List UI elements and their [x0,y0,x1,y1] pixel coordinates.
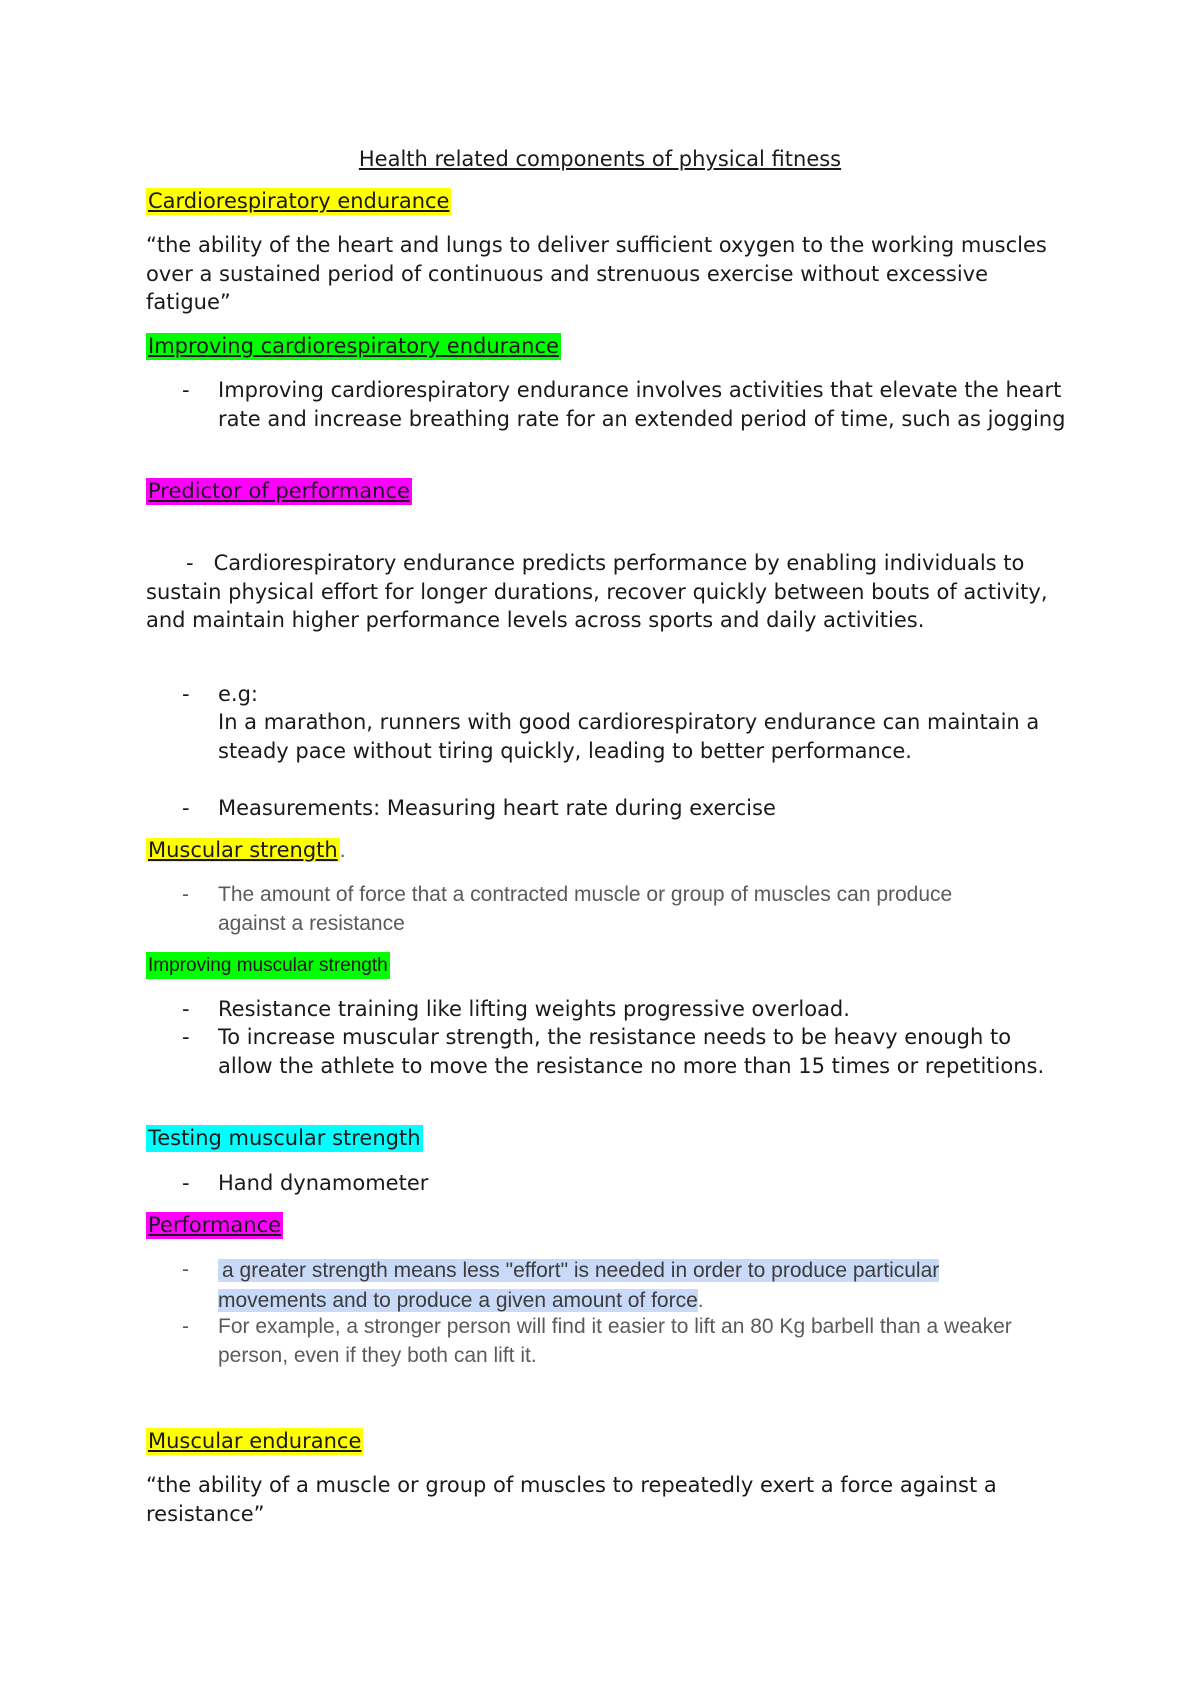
page-title: Health related components of physical fitness [358,147,842,171]
bullet-marker: - [182,997,190,1021]
predictor-text [146,549,1066,635]
bullet-marker: - [182,1025,190,1049]
bullet-marker: - [182,682,190,706]
bullet-marker: - [182,883,189,906]
bullet-marker: - [186,551,194,575]
muscular-strength-heading-line [146,837,346,864]
heading-performance: Performance [148,1213,282,1237]
predictor-bullet-text: Cardiorespiratory endurance predicts performance by enabling individuals to sustain physical effort for longer durations, recover quickly between bouts of activity, and maintain higher performance levels across sports and daily activities. [146,551,1048,632]
performance-bullet-1 [218,1256,1068,1315]
bullet-marker: - [182,796,190,820]
bullet-marker: - [182,1171,190,1195]
performance-bullet-1-line1: a greater strength means less "effort" is needed in order to produce particular [218,1259,939,1282]
testing-strength-text: Hand dynamometer [218,1171,429,1195]
heading-cardiorespiratory-endurance: Cardiorespiratory endurance [148,189,450,213]
bullet-marker: - [182,378,190,402]
example-text: In a marathon, runners with good cardiorespiratory endurance can maintain a steady pace without tiring quickly, leading to better performance. [218,710,1040,763]
improving-strength-bullet-1: Resistance training like lifting weights progressive overload. [218,997,850,1021]
bullet-marker: - [182,1315,189,1338]
improving-cardio-text: Improving cardiorespiratory endurance involves activities that elevate the heart rate and increase breathing rate for an extended period of time, such as jogging [218,378,1066,431]
performance-bullet-1-line2: movements and to produce a given amount of force [218,1288,698,1312]
cardio-definition: “the ability of the heart and lungs to deliver sufficient oxygen to the working muscles over a sustained period of continuous and strenuous exercise without excessive fatigue” [146,233,1047,314]
heading-improving-cardio: Improving cardiorespiratory endurance [148,334,559,358]
heading-improving-muscular-strength: Improving muscular strength [146,952,390,979]
performance-bullet-2: For example, a stronger person will find it easier to lift an 80 Kg barbell than a weaker person, even if they both can lift it. [218,1315,1012,1367]
measurements-text: Measurements: Measuring heart rate during exercise [218,796,776,820]
heading-muscular-endurance: Muscular endurance [148,1429,362,1453]
heading-period: . [339,839,346,862]
endurance-definition: “the ability of a muscle or group of muscles to repeatedly exert a force against a resistance” [146,1473,997,1526]
heading-predictor-of-performance: Predictor of performance [148,479,410,503]
example-label: e.g: [218,682,259,706]
bullet-marker: - [182,1258,189,1281]
strength-definition: The amount of force that a contracted muscle or group of muscles can produce against a resistance [218,883,953,935]
improving-strength-bullet-2: To increase muscular strength, the resistance needs to be heavy enough to allow the athlete to move the resistance no more than 15 times or repetitions. [218,1025,1045,1078]
performance-bullet-1-end: . [697,1288,704,1312]
heading-muscular-strength: Muscular strength [148,838,338,862]
heading-testing-muscular-strength: Testing muscular strength [148,1126,421,1150]
